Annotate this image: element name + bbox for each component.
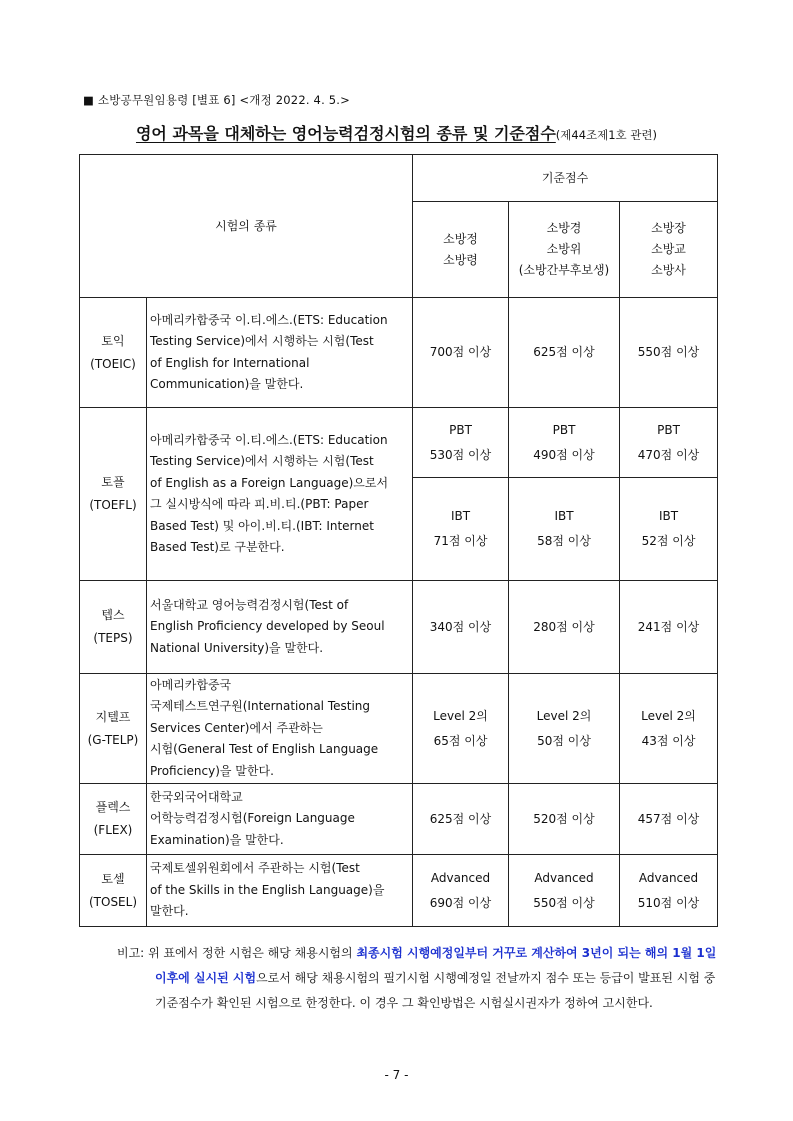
note-text-2: 으로서 해당 채용시험의 필기시험 시행예정일 전날까지 점수 또는 등급이 발표된 시험 중 기준점수가 확인된 시험으로 한정한다. 이 경우 그 확인방법은 시험실시권자가 정하여 고시한다.	[155, 971, 716, 1010]
exam-name: 플렉스 (FLEX)	[80, 784, 147, 855]
exam-name: 토셀 (TOSEL)	[80, 855, 147, 927]
exam-description: 아메리카합중국 국제테스트연구원(International Testing Services Center)에서 주관하는 시험(General Test of English Language Proficiency)을 말한다.	[147, 674, 413, 784]
title-main: 영어 과목을 대체하는 영어능력검정시험의 종류 및 기준점수	[135, 124, 556, 143]
score-cell: Level 2의 65점 이상	[413, 674, 509, 784]
score-cell: Advanced 690점 이상	[413, 855, 509, 927]
score-cell: IBT 71점 이상	[413, 478, 509, 581]
score-cell: 457점 이상	[620, 784, 718, 855]
exam-description: 서울대학교 영어능력검정시험(Test of English Proficiency developed by Seoul National University)을 말한다.	[147, 581, 413, 674]
criteria-table	[79, 154, 718, 927]
title-sub: (제44조제1호 관련)	[555, 128, 658, 142]
rank-col-1: 소방정 소방령	[413, 202, 509, 298]
document-title	[0, 121, 793, 144]
exam-name: 토플 (TOEFL)	[80, 408, 147, 581]
score-cell: 625점 이상	[413, 784, 509, 855]
exam-type-header: 시험의 종류	[80, 155, 413, 298]
exam-description: 아메리카합중국 이.티.에스.(ETS: Education Testing Service)에서 시행하는 시험(Test of English for International Communication)을 말한다.	[147, 298, 413, 408]
score-cell: IBT 58점 이상	[509, 478, 620, 581]
exam-name: 토익 (TOEIC)	[80, 298, 147, 408]
score-cell: 700점 이상	[413, 298, 509, 408]
note	[79, 941, 719, 1016]
exam-description: 아메리카합중국 이.티.에스.(ETS: Education Testing Service)에서 시행하는 시험(Test of English as a Foreign Language)으로서 그 실시방식에 따라 피.비.티.(PBT: Paper Based Test) 및 아이.비.티.(IBT: Internet Based Test)로 구분한다.	[147, 408, 413, 581]
exam-description: 한국외국어대학교 어학능력검정시험(Foreign Language Examination)을 말한다.	[147, 784, 413, 855]
note-text-1: 위 표에서 정한 시험은 해당 채용시험의	[148, 946, 357, 960]
score-cell: 520점 이상	[509, 784, 620, 855]
note-lead: 비고:	[117, 946, 145, 960]
score-cell: 550점 이상	[620, 298, 718, 408]
exam-description: 국제토셀위원회에서 주관하는 시험(Test of the Skills in the English Language)을 말한다.	[147, 855, 413, 927]
note-highlight: 최종시험 시행예정일부터 거꾸로 계산하여 3년이 되는 해의 1월 1일 이후에 실시된 시험	[155, 946, 717, 985]
criteria-header: 기준점수	[413, 155, 718, 202]
score-cell: Level 2의 43점 이상	[620, 674, 718, 784]
score-cell: 280점 이상	[509, 581, 620, 674]
score-cell: Level 2의 50점 이상	[509, 674, 620, 784]
rank-col-3: 소방장 소방교 소방사	[620, 202, 718, 298]
score-cell: 625점 이상	[509, 298, 620, 408]
score-cell: IBT 52점 이상	[620, 478, 718, 581]
score-cell: 340점 이상	[413, 581, 509, 674]
rank-col-2: 소방경 소방위 (소방간부후보생)	[509, 202, 620, 298]
score-cell: Advanced 510점 이상	[620, 855, 718, 927]
score-cell: PBT 490점 이상	[509, 408, 620, 478]
score-cell: PBT 470점 이상	[620, 408, 718, 478]
page-number: - 7 -	[384, 1068, 409, 1082]
document-header: ■ 소방공무원임용령 [별표 6] <개정 2022. 4. 5.>	[83, 93, 350, 107]
exam-name: 지텔프 (G-TELP)	[80, 674, 147, 784]
score-cell: 241점 이상	[620, 581, 718, 674]
score-cell: PBT 530점 이상	[413, 408, 509, 478]
score-cell: Advanced 550점 이상	[509, 855, 620, 927]
exam-name: 텝스 (TEPS)	[80, 581, 147, 674]
